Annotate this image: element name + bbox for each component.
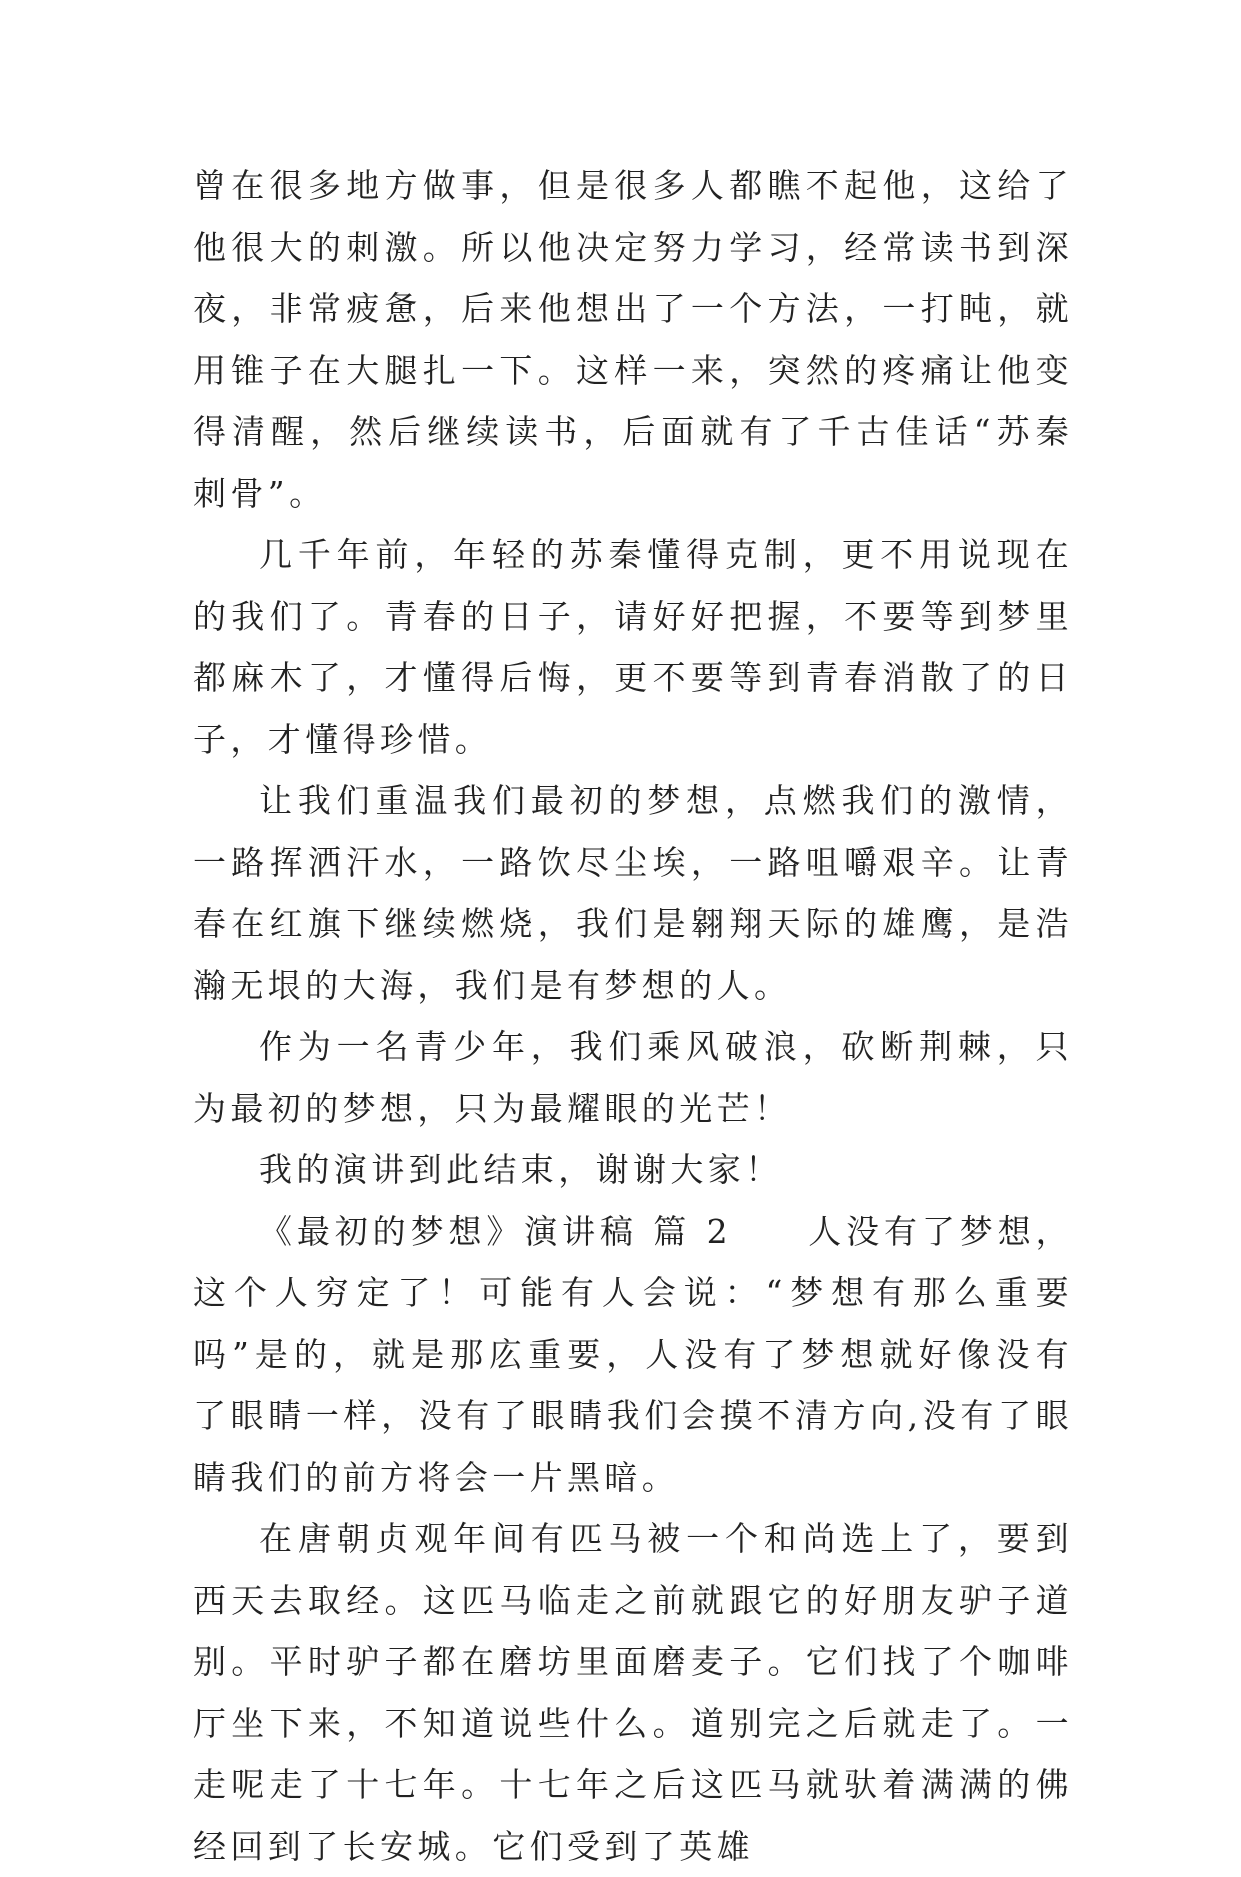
paragraph-3: 让我们重温我们最初的梦想，点燃我们的激情，一路挥洒汗水，一路饮尽尘埃，一路咀嚼艰辛。让青春在红旗下继续燃烧，我们是翱翔天际的雄鹰，是浩瀚无垠的大海，我们是有梦想的人。 xyxy=(193,781,1073,1005)
paragraph-5: 我的演讲到此结束，谢谢大家！ xyxy=(259,1150,783,1189)
paragraph-4: 作为一名青少年，我们乘风破浪，砍断荆棘，只为最初的梦想，只为最耀眼的光芒！ xyxy=(193,1027,1073,1128)
paragraph-1: 曾在很多地方做事，但是很多人都瞧不起他，这给了他很大的刺激。所以他决定努力学习，经常读书到深夜，非常疲惫，后来他想出了一个方法，一打盹，就用锥子在大腿扎一下。这样一来，突然的疼痛让他变得清醒，然后继续读书，后面就有了千古佳话“苏秦刺骨”。 xyxy=(193,166,1073,513)
paragraph-7: 在唐朝贞观年间有匹马被一个和尚选上了，要到西天去取经。这匹马临走之前就跟它的好朋友驴子道别。平时驴子都在磨坊里面磨麦子。它们找了个咖啡厅坐下来，不知道说些什么。道别完之后就走了。一走呢走了十七年。十七年之后这匹马就驮着满满的佛经回到了长安城。它们受到了英雄 xyxy=(193,1519,1073,1866)
paragraph-2: 几千年前，年轻的苏秦懂得克制，更不用说现在的我们了。青春的日子，请好好把握，不要等到梦里都麻木了，才懂得后悔，更不要等到青春消散了的日子，才懂得珍惜。 xyxy=(193,535,1073,759)
body-text xyxy=(193,155,1073,1877)
paragraph-6: 《最初的梦想》演讲稿 篇 2 人没有了梦想，这个人穷定了！可能有人会说：“梦想有那么重要吗”是的，就是那庅重要，人没有了梦想就好像没有了眼睛一样，没有了眼睛我们会摸不清方向,没有了眼睛我们的前方将会一片黑暗。 xyxy=(193,1211,1073,1497)
